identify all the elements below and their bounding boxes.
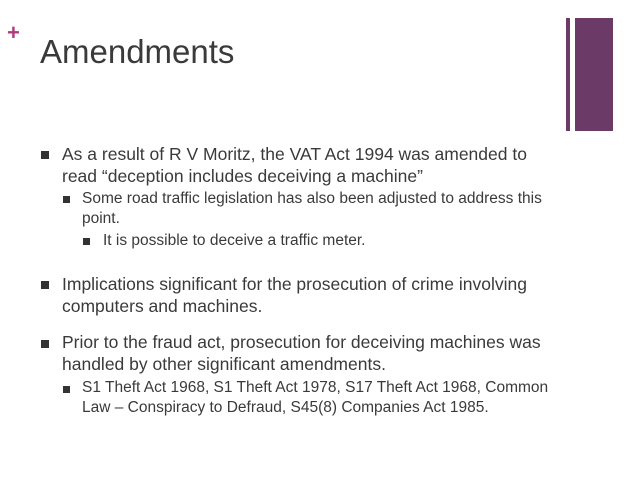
square-bullet-icon [83, 238, 90, 245]
square-bullet-icon [41, 340, 49, 348]
accent-bar-thin [566, 18, 570, 131]
square-bullet-icon [63, 386, 70, 393]
square-bullet-icon [41, 151, 49, 159]
plus-mark: + [7, 20, 20, 45]
bullet-text: It is possible to deceive a traffic meter. [103, 232, 366, 249]
bullet-text: S1 Theft Act 1968, S1 Theft Act 1978, S17 Theft Act 1968, Common Law – Conspiracy to Defraud, S45(8) Companies Act 1985. [82, 379, 549, 416]
accent-bar-thick [575, 18, 613, 131]
bullet-text: Some road traffic legislation has also been adjusted to address this point. [82, 190, 542, 227]
bullet-text: Implications significant for the prosecution of crime involving computers and machines. [62, 274, 527, 317]
square-bullet-icon [63, 196, 70, 203]
slide-title: Amendments [40, 33, 235, 70]
bullet-text: Prior to the fraud act, prosecution for deceiving machines was handled by other significant amendments. [62, 332, 541, 375]
square-bullet-icon [41, 281, 49, 289]
bullet-text: As a result of R V Moritz, the VAT Act 1994 was amended to read “deception includes deceiving a machine” [62, 144, 527, 187]
